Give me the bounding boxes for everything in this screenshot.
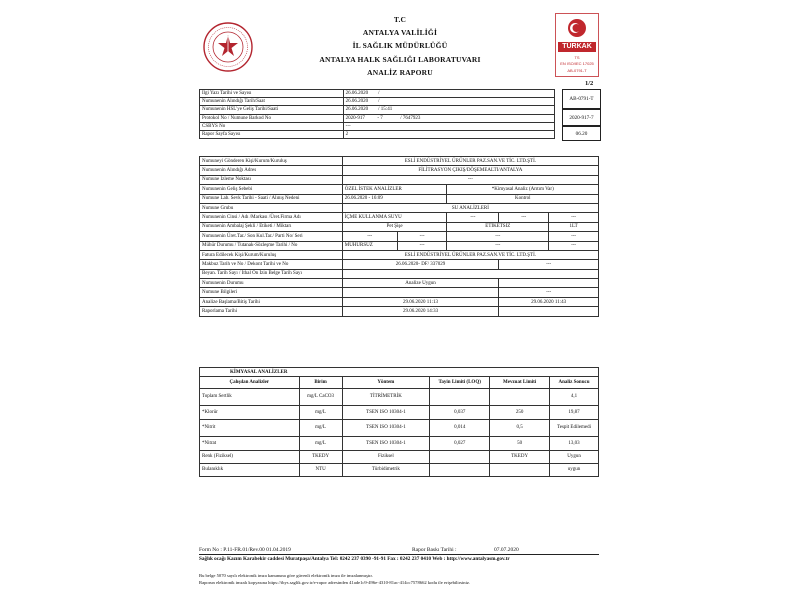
table-row xyxy=(200,297,599,306)
barkod-no: / 7647923 xyxy=(400,115,421,121)
sayfa-sayisi-label: Rapor Sayfa Sayısı xyxy=(200,130,344,138)
turkak-code: AB-0791-T xyxy=(567,68,587,73)
chemical-analyses-table xyxy=(199,367,599,477)
sayfa-sayisi-value: 2 xyxy=(343,130,554,138)
hsl-gelis-time: / 15:41 xyxy=(378,107,393,113)
cinsi-value-1: İÇME KULLANMA SUYU xyxy=(342,213,447,222)
ilgi-yazi-label: İlgi Yazı Tarihi ve Sayısı xyxy=(200,90,344,98)
cinsi-value-3: --- xyxy=(499,213,549,222)
fatura-label: Fatura Edilecek Kişi/Kurum/Kuruluş xyxy=(200,250,343,259)
table-row xyxy=(200,279,599,288)
analysis-unit: mg/L xyxy=(299,436,342,450)
izleme-label: Numune İzleme Noktası xyxy=(200,175,343,184)
fatura-value: ESLİ ENDÜSTRİYEL ÜRÜNLER PAZ.SAN.VE TİC. LTD.ŞTİ. xyxy=(342,250,598,259)
analysis-method: TSEN ISO 10304-1 xyxy=(342,436,430,450)
header-report-title: ANALİZ RAPORU xyxy=(367,68,433,77)
analysis-loq: 0,027 xyxy=(430,436,490,450)
analysis-limit: 50 xyxy=(490,436,550,450)
protokol-sub: - 7 xyxy=(377,115,383,121)
print-date-value: 07.07.2020 xyxy=(494,547,519,553)
table-row xyxy=(200,130,555,138)
analysis-loq xyxy=(430,463,490,476)
baslama-value1: 29.06.2020 11:13 xyxy=(342,297,499,306)
table-row xyxy=(200,166,599,175)
analysis-limit: 0,5 xyxy=(490,419,550,436)
alindigi-tarih-date: 26.06.2020 xyxy=(345,99,369,105)
table-row xyxy=(200,114,555,122)
alindigi-tarih-slash: / xyxy=(378,99,380,105)
analysis-result: 13,03 xyxy=(550,436,599,450)
raporlama-label: Raporlama Tarihi xyxy=(200,307,343,316)
adres-label: Numunenin Alındığı Adres xyxy=(200,166,343,175)
column-header: Birim xyxy=(299,377,342,389)
table-row xyxy=(200,368,599,377)
muhur-value-1: MÜHÜRSÜZ xyxy=(342,241,397,250)
analysis-method: Fiziksel xyxy=(342,450,430,463)
protocol-number-box: 2020-917-7 xyxy=(562,109,601,126)
analysis-result: 19,87 xyxy=(550,405,599,419)
analysis-name: Renk (Fiziksel) xyxy=(200,450,300,463)
muhur-label: Mühür Durumu / Tutanak-Sözleşme Tarihi / No xyxy=(200,241,343,250)
table-row xyxy=(200,419,599,436)
durum-label: Numunenin Durumu xyxy=(200,279,343,288)
hsl-gelis-label: Numunenin HSL'ye Geliş Tarihi/Saati xyxy=(200,106,344,114)
gonderen-value: ESLİ ENDÜSTRİYEL ÜRÜNLER PAZ.SAN.VE TİC. LTD.ŞTİ. xyxy=(342,157,598,166)
alindigi-tarih-label: Numunenin Alındığı Tarih/Saat xyxy=(200,98,344,106)
analysis-unit: TKEDY xyxy=(299,450,342,463)
page-indicator: 1/2 xyxy=(585,80,594,87)
turkak-accreditation-logo xyxy=(555,13,599,77)
analysis-loq xyxy=(430,388,490,405)
hsl-gelis-date: 26.06.2020 xyxy=(345,107,369,113)
durum-value: Analize Uygun xyxy=(342,279,499,288)
table-row xyxy=(200,260,599,269)
grup-value: SU ANALİZLERİ xyxy=(342,203,598,212)
beyan-label: Beyan. Tarih Sayı / İthal Ön İzin Belge Tarih Sayı xyxy=(200,269,343,278)
column-header: Yöntem xyxy=(342,377,430,389)
gelis-value1: ÖZEL İSTEK ANALİZLER xyxy=(342,185,447,194)
analysis-unit: mg/L CaCO3 xyxy=(299,388,342,405)
ilgi-yazi-date: 26.06.2020 xyxy=(345,91,369,97)
analysis-name: *Nitrit xyxy=(200,419,300,436)
baslama-label: Analize Başlama/Bitiş Tarihi xyxy=(200,297,343,306)
uretim-value-1: --- xyxy=(342,232,397,241)
adres-value: FİLİTRASYON ÇIKIŞ/DÖŞEMEALTI/ANTALYA xyxy=(342,166,598,175)
table-row xyxy=(200,388,599,405)
table-row xyxy=(200,269,599,278)
e-signature-note: Bu belge 5070 sayılı elektronik imza kanununa göre güvenli elektronik imza ile imzalanmıştır. xyxy=(199,573,373,578)
cinsi-value-2: --- xyxy=(447,213,499,222)
accreditation-number-box: AB-0791-T xyxy=(562,89,601,109)
gonderen-label: Numuneyi Gönderen Kişi/Kurum/Kuruluş xyxy=(200,157,343,166)
table-row xyxy=(200,405,599,419)
analysis-unit: NTU xyxy=(299,463,342,476)
uretim-label: Numunenin Üret.Tar./ Son Kul.Tar./ Parti No/ Seri xyxy=(200,232,343,241)
ambalaj-value-1: Pet Şişe xyxy=(342,222,447,231)
header-valilik: ANTALYA VALİLİĞİ xyxy=(362,28,438,37)
cinsi-label: Numunenin Cinsi / Adı /Markası /Üret.Firma Adı xyxy=(200,213,343,222)
analysis-limit: TKEDY xyxy=(490,450,550,463)
table-row xyxy=(200,203,599,212)
turkak-ts: TS xyxy=(574,55,580,60)
analysis-name: *Nitrat xyxy=(200,436,300,450)
column-header: Analiz Sonucu xyxy=(550,377,599,389)
makbuz-value2: --- xyxy=(499,260,599,269)
grup-label: Numune Grubu xyxy=(200,203,343,212)
table-row xyxy=(200,307,599,316)
analysis-unit: mg/L xyxy=(299,405,342,419)
protokol-label: Protokol No / Numune Barkod No xyxy=(200,114,344,122)
table-row xyxy=(200,377,599,389)
column-header: Çalışılan Analizler xyxy=(200,377,300,389)
analysis-limit xyxy=(490,388,550,405)
raporlama-value: 29.06.2020 14:33 xyxy=(342,307,499,316)
table-row xyxy=(200,194,599,203)
analysis-method: TSEN ISO 10304-1 xyxy=(342,419,430,436)
analysis-name: *Klorür xyxy=(200,405,300,419)
table-row xyxy=(200,436,599,450)
date-code-box: 06.20 xyxy=(562,126,601,141)
print-date-label: Rapor Baskı Tarihi : xyxy=(412,547,457,553)
sevk-value1: 26.06.2020 - 16:09 xyxy=(342,194,447,203)
analysis-loq xyxy=(430,450,490,463)
analysis-unit: mg/L xyxy=(299,419,342,436)
protokol-no: 2020-917 xyxy=(345,115,365,121)
bilgi-value: --- xyxy=(499,288,599,297)
table-row xyxy=(200,122,555,130)
makbuz-value1: 26.06.2020- DF/ 337029 xyxy=(342,260,499,269)
sample-info-table xyxy=(199,156,599,317)
ilgi-yazi-slash: / xyxy=(378,91,380,97)
analysis-loq: 0,014 xyxy=(430,419,490,436)
header-tc: T.C xyxy=(393,15,407,24)
table-row xyxy=(200,106,555,114)
analysis-result: Uygun xyxy=(550,450,599,463)
analysis-limit xyxy=(490,463,550,476)
footer-divider xyxy=(199,554,599,555)
table-row xyxy=(200,90,555,98)
table-row xyxy=(200,222,599,231)
column-header: Mevzuat Limiti xyxy=(490,377,550,389)
analysis-result: Tespit Edilemedi xyxy=(550,419,599,436)
baslama-value2: 29.06.2020 11:43 xyxy=(499,297,599,306)
turkak-logo-text: TÜRKAK xyxy=(562,43,592,50)
ambalaj-label: Numunenin Ambalaj Şekli / Etiketi / Miktarı xyxy=(200,222,343,231)
uretim-value-4: --- xyxy=(549,232,599,241)
table-row xyxy=(200,185,599,194)
sevk-value2: Kontrol xyxy=(447,194,599,203)
uretim-value-2: --- xyxy=(397,232,447,241)
analysis-limit: 250 xyxy=(490,405,550,419)
csbys-value: --- xyxy=(343,122,554,130)
table-row xyxy=(200,98,555,106)
table-row xyxy=(200,241,599,250)
bilgi-label: Numune Bilgileri xyxy=(200,288,343,297)
table-row xyxy=(200,463,599,476)
analysis-name: Toplam Sertlik xyxy=(200,388,300,405)
csbys-label: CSBYS No xyxy=(200,122,344,130)
column-header: Tayin Limiti (LOQ) xyxy=(430,377,490,389)
ambalaj-value-2: ETİKETSİZ xyxy=(447,222,549,231)
cinsi-value-4: --- xyxy=(549,213,599,222)
analysis-loq: 0,037 xyxy=(430,405,490,419)
ambalaj-value-3: 1LT xyxy=(549,222,599,231)
analysis-method: TSEN ISO 10304-1 xyxy=(342,405,430,419)
analysis-method: Türbidimetrik xyxy=(342,463,430,476)
section-title: KİMYASAL ANALİZLER xyxy=(200,368,599,377)
table-row xyxy=(200,288,599,297)
analysis-result: uygun xyxy=(550,463,599,476)
table-row xyxy=(200,175,599,184)
gelis-value2: *Kimyasal Analiz (Arıtım Var) xyxy=(447,185,599,194)
report-info-table xyxy=(199,89,555,139)
table-row xyxy=(200,157,599,166)
table-row xyxy=(200,232,599,241)
form-number: Form No : P.11-FR.01/Rev.00 01.04.2019 xyxy=(199,547,291,553)
makbuz-label: Makbuz Tarih ve No / Dekont Tarihi ve No xyxy=(200,260,343,269)
muhur-value-3: --- xyxy=(447,241,549,250)
analysis-result: 4,1 xyxy=(550,388,599,405)
analysis-method: TİTRİMETRİK xyxy=(342,388,430,405)
turkak-standard: EN ISO/IEC 17025 xyxy=(560,61,594,66)
izleme-value: --- xyxy=(342,175,598,184)
footer-address: Sağlık ocağı Kazım Karabekir caddesi Muratpaşa/Antalya Tel: 0242 237 0390 -91-91 Fax : 0242 237 0410 Web : http://www.antalyasm.gov.tr xyxy=(199,556,510,562)
muhur-value-4: --- xyxy=(549,241,599,250)
sevk-label: Numune Lab. Sevk Tarihi - Saati / Alınış Nedeni xyxy=(200,194,343,203)
e-report-access-note: Raporun elektronik imzalı kopyasına https://ibys.saglik.gov.tr/e-rapor adresinden 41ade1c9-496e-4310-81ac-414cc7578662 kodu ile erişebilirsiniz. xyxy=(199,580,471,585)
muhur-value-2: --- xyxy=(397,241,447,250)
header-laboratory: ANTALYA HALK SAĞLIĞI LABORATUVARI xyxy=(319,55,481,64)
table-row xyxy=(200,213,599,222)
gelis-label: Numunenin Geliş Sebebi xyxy=(200,185,343,194)
header-mudurluk: İL SAĞLIK MÜDÜRLÜĞÜ xyxy=(352,41,448,50)
analysis-name: Bulanıklık xyxy=(200,463,300,476)
table-row xyxy=(200,250,599,259)
uretim-value-3: --- xyxy=(447,232,549,241)
table-row xyxy=(200,450,599,463)
